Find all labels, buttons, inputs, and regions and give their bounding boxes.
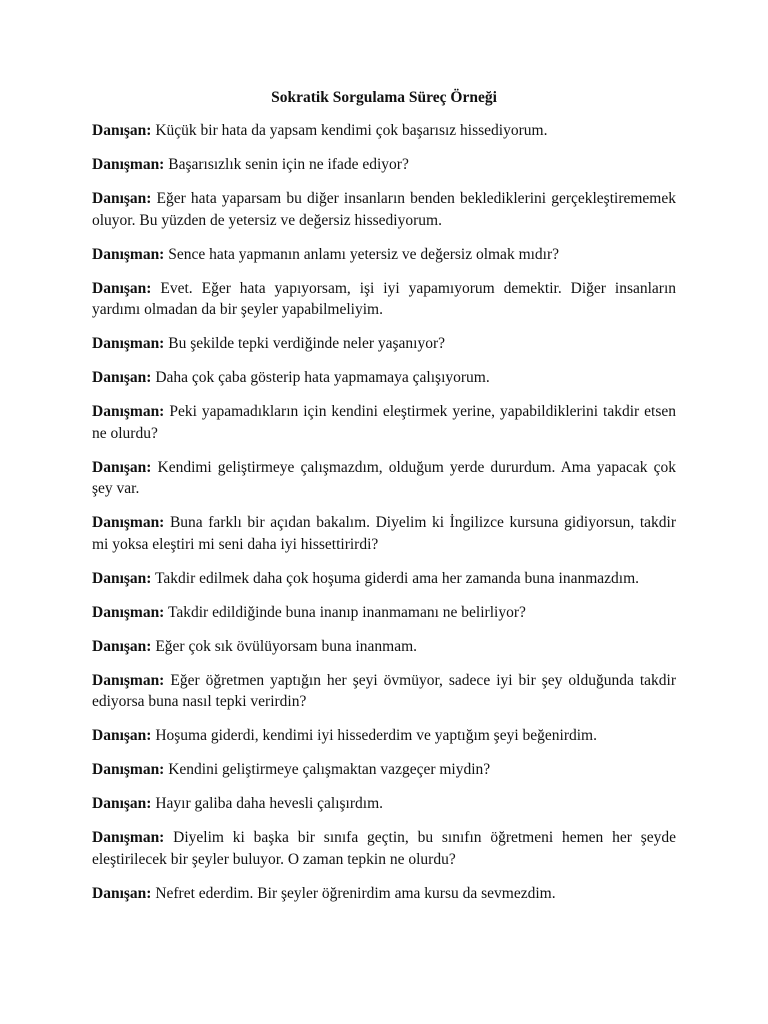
speaker-label: Danışman: <box>92 403 165 420</box>
dialogue-text: Evet. Eğer hata yapıyorsam, işi iyi yapamıyorum demektir. Diğer insanların yardımı olmadan da bir şeyler yapabilmeliyim. <box>92 279 677 318</box>
dialogue-text: Takdir edildiğinde buna inanıp inanmamanı ne belirliyor? <box>167 603 526 621</box>
dialogue-text: Nefret ederdim. Bir şeyler öğrenirdim ama kursu da sevmezdim. <box>155 884 556 902</box>
dialogue-text: Başarısızlık senin için ne ifade ediyor? <box>168 156 409 173</box>
speaker-label: Danışan: <box>92 637 152 655</box>
dialogue-text: Diyelim ki başka bir sınıfa geçtin, bu sınıfın öğretmeni hemen her şeyde eleştirilecek bir şeyler buluyor. O zaman tepkin ne olurdu? <box>92 829 676 868</box>
speaker-label: Danışman: <box>92 761 165 778</box>
speaker-label: Danışan: <box>92 458 152 476</box>
dialogue-text: Hoşuma giderdi, kendimi iyi hissederdim ve yaptığım şeyi beğenirdim. <box>155 727 597 744</box>
dialogue-text: Takdir edilmek daha çok hoşuma giderdi ama her zamanda buna inanmazdım. <box>155 569 640 587</box>
dialogue-turn <box>92 401 676 444</box>
speaker-label: Danışman: <box>92 603 165 621</box>
speaker-label: Danışman: <box>92 335 165 352</box>
dialogue-turn <box>92 278 676 321</box>
dialogue-text: Sence hata yapmanın anlamı yetersiz ve değersiz olmak mıdır? <box>168 245 560 263</box>
dialogue-turn <box>92 120 676 142</box>
dialogue-text: Hayır galiba daha hevesli çalışırdım. <box>155 795 383 812</box>
dialogue-text: Eğer hata yaparsam bu diğer insanların benden beklediklerini gerçekleştirememek oluyor. Bu yüzden de yetersiz ve değersiz hissediyorum. <box>92 190 676 229</box>
dialogue-turn <box>92 188 676 231</box>
dialogue-turn <box>92 244 676 266</box>
dialogue-turn <box>92 883 676 905</box>
speaker-label: Danışan: <box>92 884 152 902</box>
dialogue-turn <box>92 568 676 590</box>
dialogue-text: Kendini geliştirmeye çalışmaktan vazgeçer miydin? <box>168 761 491 778</box>
dialogue-turn <box>92 333 676 355</box>
dialogue-turn <box>92 793 676 815</box>
dialogue-turn <box>92 759 676 781</box>
speaker-label: Danışman: <box>92 671 165 689</box>
speaker-label: Danışan: <box>92 122 152 139</box>
document-title: Sokratik Sorgulama Süreç Örneği <box>271 89 497 106</box>
speaker-label: Danışan: <box>92 369 152 386</box>
dialogue-text: Kendimi geliştirmeye çalışmazdım, olduğum yerde dururdum. Ama yapacak çok şey var. <box>92 458 676 497</box>
speaker-label: Danışan: <box>92 190 152 207</box>
dialogue-text: Bu şekilde tepki verdiğinde neler yaşanıyor? <box>168 335 445 352</box>
dialogue-turn <box>92 154 676 176</box>
speaker-label: Danışan: <box>92 727 152 744</box>
dialogue-turn <box>92 827 676 870</box>
dialogue-turn <box>92 512 676 555</box>
speaker-label: Danışman: <box>92 829 165 846</box>
document-page <box>92 88 676 917</box>
dialogue-text: Küçük bir hata da yapsam kendimi çok başarısız hissediyorum. <box>155 122 548 139</box>
dialogue-text: Eğer çok sık övülüyorsam buna inanmam. <box>155 637 418 655</box>
dialogue-turn <box>92 602 676 624</box>
dialogue-text: Daha çok çaba gösterip hata yapmamaya çalışıyorum. <box>155 369 490 386</box>
speaker-label: Danışan: <box>92 795 152 812</box>
dialogue-text: Peki yapamadıkların için kendini eleştirmek yerine, yapabildiklerini takdir etsen ne olurdu? <box>92 403 677 442</box>
dialogue-turn <box>92 457 676 500</box>
dialogue-turn <box>92 725 676 747</box>
speaker-label: Danışman: <box>92 156 165 173</box>
speaker-label: Danışman: <box>92 514 165 531</box>
dialogue-turn <box>92 367 676 389</box>
dialogue-turn <box>92 636 676 658</box>
dialogue-text: Eğer öğretmen yaptığın her şeyi övmüyor, sadece iyi bir şey olduğunda takdir ediyorsa buna nasıl tepki verirdin? <box>92 671 676 710</box>
dialogue-turn <box>92 670 676 713</box>
speaker-label: Danışan: <box>92 569 152 587</box>
speaker-label: Danışan: <box>92 279 152 297</box>
speaker-label: Danışman: <box>92 245 165 263</box>
dialogue-text: Buna farklı bir açıdan bakalım. Diyelim ki İngilizce kursuna gidiyorsun, takdir mi yoksa eleştiri mi seni daha iyi hissettirirdi? <box>92 514 677 553</box>
